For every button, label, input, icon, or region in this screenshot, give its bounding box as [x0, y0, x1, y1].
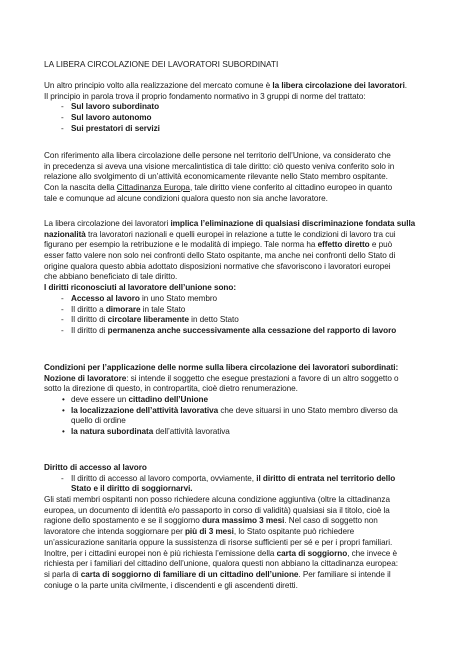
rights-heading: I diritti riconosciuti al lavoratore dell’unione sono: — [44, 283, 237, 293]
list-item: - Sul lavoro autonomo — [61, 113, 152, 123]
list-item: - Accesso al lavoro in uno Stato membro — [61, 293, 218, 303]
access-heading: Diritto di accesso al lavoro — [44, 463, 147, 472]
text: tale e comunque ad alcune condizioni qualora questo non sia anche lavoratore. — [44, 193, 328, 203]
list-item-continuation: Stato e il diritto di soggiornarvi. — [71, 484, 193, 494]
conditions-paragraph: Condizioni per l’applicazione delle norme sulla libera circolazione dei lavoratori subordinati: Nozione di lavoratore: si intende il soggetto che esegue prestazioni a favore di un altro soggetto o sotto la direzione di questo, in contropartita, cioè dietro renumerazione. • deve essere un cittadino dell’Unione • la localizzazione dell’attività lavorativa che deve situarsi in uno Stato membro diverso da quello di ordine • la natura subordinata dell’attività lavorativa — [44, 363, 440, 438]
document-title: LA LIBERA CIRCOLAZIONE DEI LAVORATORI SUBORDINATI — [44, 59, 279, 69]
citizenship-paragraph: Con riferimento alla libera circolazione delle persone nel territorio dell’Unione, va considerato che in precedenza si aveva una visione mercalintistica di tale diritto: ciò questo veniva conferito solo in relazione allo svolgimento di un’attività economicamente rilevante nello Stato membro ospitante. Con la nascita della Cittadinanza Europa, tale diritto viene conferito al cittadino europeo in quanto tale e comunque ad alcune condizioni qualora questo non sia anche lavoratore. — [44, 151, 440, 204]
text: relazione allo svolgimento di un’attività economicamente rilevante nello Stato membro ospitante. — [44, 172, 388, 182]
bold-text: la libera circolazione dei lavoratori — [272, 81, 405, 90]
list-item: - Il diritto di circolare liberamente in detto Stato — [61, 315, 239, 325]
non-discrimination-paragraph: La libera circolazione dei lavoratori implica l’eliminazione di qualsiasi discriminazione fondata sulla nazionalità tra lavoratori nazionali e quelli europei in relazione a tutte le condizioni di lavoro tra cui figurano per esempio la retribuzione e le modalità di impiego. Tale norma ha effetto diretto e può esser fatto valere non solo nei confronti dello Stato ospitante, ma anche nei confronti dello Stato di origine qualora questo abbia adottato disposizioni normative che sfavoriscono i lavoratori europei che abbiano beneficiato di tale diritto. I diritti riconosciuti al lavoratore dell’unione sono: - Accesso al lavoro in uno Stato membro - Il diritto a dimorare in tale Stato - Il diritto di circolare liberamente in detto Stato - Il diritto di permanenza anche successivamente alla cessazione del rapporto di lavoro — [44, 219, 440, 337]
list-item: - Sul lavoro subordinato — [61, 102, 160, 112]
list-item: • la localizzazione dell’attività lavorativa che deve situarsi in uno Stato membro diverso da — [62, 405, 398, 415]
list-item: - Il diritto a dimorare in tale Stato — [61, 304, 186, 314]
list-item: • la natura subordinata dell’attività lavorativa — [62, 427, 230, 437]
conditions-heading: Condizioni per l’applicazione delle norme sulla libera circolazione dei lavoratori subordinati: — [44, 363, 399, 372]
intro-paragraph — [44, 81, 440, 134]
text: Il principio in parola trova il proprio fondamento normativo in 3 gruppi di norme del trattato: — [44, 91, 366, 101]
text: in precedenza si aveva una visione mercalintistica di tale diritto: ciò questo veniva conferito solo in — [44, 161, 395, 171]
text: . — [404, 81, 408, 90]
list-item: - Sui prestatori di servizi — [61, 123, 160, 133]
list-item: - Il diritto di permanenza anche successivamente alla cessazione del rapporto di lavoro — [61, 325, 397, 335]
link-cittadinanza[interactable]: Cittadinanza Europa — [116, 183, 190, 193]
access-paragraph: Diritto di accesso al lavoro - Il diritto di accesso al lavoro comporta, ovviamente, il diritto di entrata nel territorio dello Stato e il diritto di soggiornarvi. Gli stati membri ospitanti non posso richiedere alcuna condizione aggiuntiva (oltre la cittadinanza europea, un documento di identità e/o passaporto in corso di validità) qualsiasi sia il titolo, cioè la ragione dello spostamento e se il soggiorno dura massimo 3 mesi. Nel caso di soggetto non lavoratore che intenda soggiornare per più di 3 mesi, lo Stato ospitante può richiedere un’assicurazione sanitaria oppure la sussistenza di risorse sufficienti per sé e per i propri familiari. Inoltre, per i cittadini europei non è più richiesta l’emissione della carta di soggiorno, che invece è richiesta per i familiari del cittadino dell’unione, qualora questi non abbiano la cittadinanza europea: si parla di carta di soggiorno di familiare di un cittadino dell’unione. Per familiare si intende il coniuge o la parte unita civilmente, i discendenti e gli ascendenti diretti. — [44, 463, 440, 591]
list-item: - Il diritto di accesso al lavoro comporta, ovviamente, il diritto di entrata nel territorio dello — [61, 473, 396, 483]
text: Con riferimento alla libera circolazione delle persone nel territorio dell’Unione, va considerato che — [44, 151, 391, 160]
list-item: • deve essere un cittadino dell’Unione — [62, 395, 208, 405]
list-item-continuation: quello di ordine — [71, 416, 126, 426]
text: Un altro principio volto alla realizzazione del mercato comune è — [44, 81, 273, 90]
